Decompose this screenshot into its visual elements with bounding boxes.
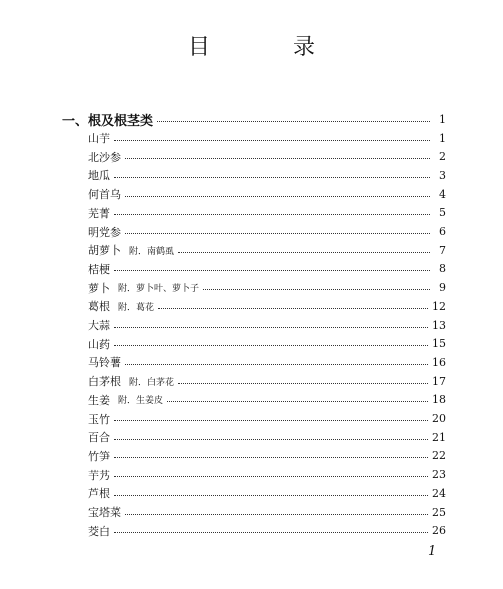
toc-entry-page: 2 — [439, 150, 446, 164]
toc-entry[interactable] — [88, 352, 446, 372]
dot-leader — [114, 327, 428, 328]
dot-leader — [114, 214, 430, 215]
toc-entry-appendix: 附．南鹤虱 — [129, 246, 175, 257]
toc-entry[interactable] — [88, 147, 446, 167]
toc-entry-label: 竹笋 — [88, 449, 110, 463]
page-number: 1 — [428, 544, 437, 559]
toc-entry-label: 大蒜 — [88, 319, 110, 332]
toc-entry-label: 胡萝卜 — [88, 244, 121, 258]
page-title: 目 录 — [188, 35, 353, 60]
dot-leader — [114, 495, 428, 496]
toc-entry[interactable] — [88, 371, 446, 391]
toc-entry-label: 马铃薯 — [88, 356, 121, 370]
dot-leader — [125, 364, 428, 365]
toc-entry-label: 芋艿 — [88, 468, 110, 482]
toc-entry-label: 地瓜 — [88, 169, 110, 183]
toc-entry[interactable] — [88, 502, 446, 522]
toc-entry[interactable] — [88, 315, 446, 335]
toc-entry-label: 玉竹 — [88, 412, 110, 426]
dot-leader — [114, 140, 430, 141]
toc-entry-label: 葛根 — [88, 300, 110, 314]
toc-section-page: 1 — [439, 112, 446, 126]
toc-section-label: 一、根及根茎类 — [62, 113, 154, 129]
toc-entry[interactable] — [88, 446, 446, 466]
toc-entry[interactable] — [88, 409, 446, 429]
dot-leader — [114, 457, 428, 458]
toc-entry[interactable] — [88, 184, 446, 204]
toc-entry[interactable] — [88, 203, 446, 223]
toc-entry[interactable] — [88, 427, 446, 447]
dot-leader — [114, 270, 430, 271]
toc-entry-page: 9 — [439, 281, 446, 295]
toc-entry-label: 白茅根 — [88, 375, 121, 389]
toc-entry-page: 7 — [439, 243, 446, 257]
toc-entry-page: 20 — [432, 412, 446, 425]
toc-entry[interactable] — [88, 128, 446, 148]
toc-entry-page: 16 — [432, 355, 446, 369]
toc-entry-page: 15 — [432, 337, 446, 351]
dot-leader — [125, 158, 430, 159]
toc-entry-page: 25 — [432, 505, 446, 519]
toc-entry[interactable] — [88, 521, 446, 541]
toc-entry[interactable] — [88, 296, 446, 316]
toc-entry-appendix: 附．生姜皮 — [118, 396, 164, 407]
toc-entry[interactable] — [88, 222, 446, 242]
toc-entry[interactable] — [88, 259, 446, 279]
toc-entry[interactable] — [88, 334, 446, 354]
toc-entry-page: 13 — [432, 318, 446, 332]
toc-entry-page: 12 — [432, 299, 446, 313]
toc-section-heading[interactable] — [62, 109, 446, 129]
dot-leader — [125, 196, 430, 197]
toc-entry-label: 茭白 — [88, 524, 110, 538]
toc-entry-label: 明党参 — [88, 225, 121, 239]
toc-entry-page: 22 — [432, 449, 446, 463]
toc-entry-label: 山芋 — [88, 132, 110, 145]
toc-entry[interactable] — [88, 240, 446, 260]
dot-leader — [114, 439, 428, 440]
toc-entry-page: 1 — [439, 131, 446, 145]
toc-entry-page: 18 — [432, 393, 446, 407]
toc-entry[interactable] — [88, 465, 446, 485]
dot-leader — [114, 420, 428, 421]
dot-leader — [158, 308, 428, 309]
dot-leader — [167, 401, 428, 402]
dot-leader — [203, 289, 430, 290]
toc-entry-label: 生姜 — [88, 393, 110, 407]
toc-entry-label: 山药 — [88, 337, 110, 351]
dot-leader — [114, 476, 428, 477]
dot-leader — [114, 345, 428, 346]
toc-entry[interactable] — [88, 390, 446, 410]
toc-entry-page: 21 — [432, 430, 446, 444]
toc-entry-page: 8 — [439, 262, 446, 276]
toc-entry[interactable] — [88, 278, 446, 298]
dot-leader — [178, 383, 428, 384]
dot-leader — [114, 532, 428, 533]
toc-entry-appendix: 附．白茅花 — [129, 377, 175, 388]
toc-entry-label: 何首乌 — [88, 188, 121, 202]
toc-entry-page: 5 — [439, 206, 446, 220]
toc-entry-label: 宝塔菜 — [88, 506, 121, 519]
toc-entry-label: 桔梗 — [88, 262, 110, 276]
toc-entry-label: 百合 — [88, 431, 110, 445]
toc-entry-appendix: 附．萝卜叶、萝卜子 — [118, 284, 200, 295]
toc-entry[interactable] — [88, 165, 446, 185]
toc-entry-page: 4 — [439, 187, 446, 201]
toc-entry-label: 萝卜 — [88, 281, 110, 295]
dot-leader — [157, 121, 430, 122]
toc-entry-page: 24 — [432, 486, 446, 500]
toc-entry-label: 芜菁 — [88, 206, 110, 220]
toc-entry-page: 17 — [432, 374, 446, 388]
toc-entry[interactable] — [88, 483, 446, 503]
dot-leader — [114, 177, 430, 178]
toc-entry-page: 23 — [432, 468, 446, 482]
toc-entry-label: 北沙参 — [88, 150, 121, 164]
toc-entry-appendix: 附．葛花 — [118, 302, 155, 313]
dot-leader — [125, 233, 430, 234]
toc-entry-page: 26 — [432, 524, 446, 538]
dot-leader — [125, 514, 428, 515]
dot-leader — [178, 252, 430, 253]
toc-entry-page: 6 — [439, 225, 446, 238]
toc-entry-label: 芦根 — [88, 487, 110, 501]
toc-entry-page: 3 — [439, 168, 446, 182]
